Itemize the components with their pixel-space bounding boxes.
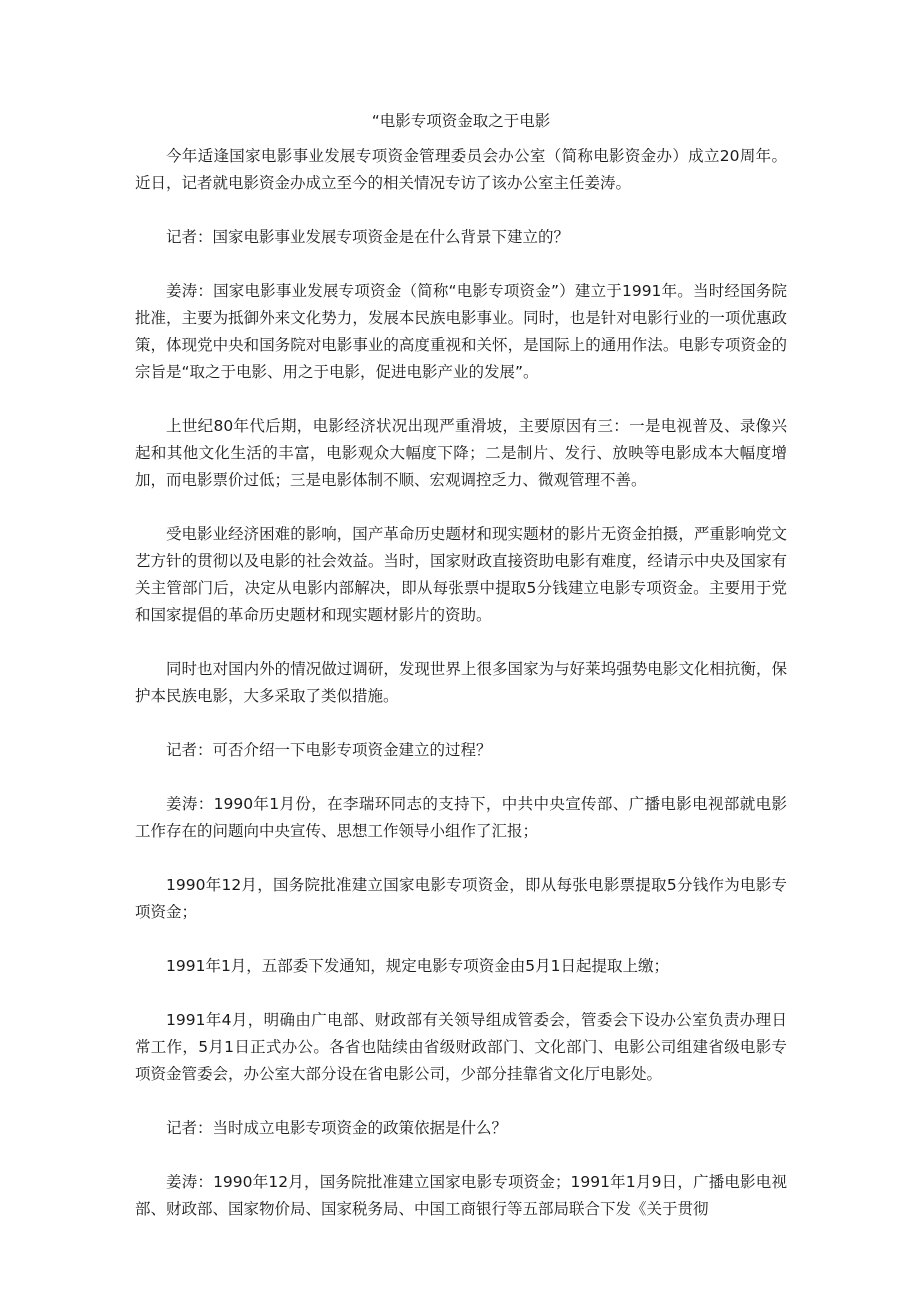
paragraph-question-policy: 记者：当时成立电影专项资金的政策依据是什么？ — [166, 1119, 508, 1137]
paragraph-question-background: 记者：国家电影事业发展专项资金是在什么背景下建立的？ — [166, 228, 570, 246]
paragraph-answer-policy: 姜涛：1990年12月，国务院批准建立国家电影专项资金；1991年1月9日，广播电影电视部、财政部、国家物价局、国家税务局、中国工商银行等五部局联合下发《关于贯彻 — [135, 1173, 787, 1218]
paragraph-decline-reasons: 上世纪80年代后期，电影经济状况出现严重滑坡，主要原因有三：一是电视普及、录像兴起和其他文化生活的丰富，电影观众大幅度下降；二是制片、发行、放映等电影成本大幅度增加，而电影票价过低；三是电影体制不顺、宏观调控乏力、微观管理不善。 — [135, 417, 787, 489]
paragraph-process-1990-jan: 姜涛：1990年1月份，在李瑞环同志的支持下，中共中央宣传部、广播电影电视部就电影工作存在的问题向中央宣传、思想工作领导小组作了汇报； — [135, 795, 787, 840]
paragraph-answer-background: 姜涛：国家电影事业发展专项资金（简称“电影专项资金”）建立于1991年。当时经国务院批准，主要为抵御外来文化势力，发展本民族电影事业。同时，也是针对电影行业的一项优惠政策，体现党中央和国务院对电影事业的高度重视和关怀，是国际上的通用作法。电影专项资金的宗旨是“取之于电影、用之于电影，促进电影产业的发展”。 — [135, 282, 787, 381]
paragraph-process-1990-dec: 1990年12月，国务院批准建立国家电影专项资金，即从每张电影票提取5分钱作为电影专项资金； — [135, 876, 787, 921]
paragraph-international-research: 同时也对国内外的情况做过调研，发现世界上很多国家为与好莱坞强势电影文化相抗衡，保护本民族电影，大多采取了类似措施。 — [135, 660, 787, 705]
document-title: “电影专项资金取之于电影 — [371, 112, 551, 130]
paragraph-process-1991-apr: 1991年4月，明确由广电部、财政部有关领导组成管委会，管委会下设办公室负责办理日常工作，5月1日正式办公。各省也陆续由省级财政部门、文化部门、电影公司组建省级电影专项资金管委会，办公室大部分设在省电影公司，少部分挂靠省文化厅电影处。 — [135, 1011, 787, 1083]
document-body — [135, 108, 787, 1250]
paragraph-question-process: 记者：可否介绍一下电影专项资金建立的过程？ — [166, 741, 492, 759]
paragraph-intro: 今年适逢国家电影事业发展专项资金管理委员会办公室（简称电影资金办）成立20周年。近日，记者就电影资金办成立至今的相关情况专访了该办公室主任姜涛。 — [135, 147, 787, 192]
paragraph-process-1991-jan: 1991年1月，五部委下发通知，规定电影专项资金由5月1日起提取上缴； — [166, 957, 670, 975]
paragraph-funding-difficulty: 受电影业经济困难的影响，国产革命历史题材和现实题材的影片无资金拍摄，严重影响党文艺方针的贯彻以及电影的社会效益。当时，国家财政直接资助电影有难度，经请示中央及国家有关主管部门后，决定从电影内部解决，即从每张票中提取5分钱建立电影专项资金。主要用于党和国家提倡的革命历史题材和现实题材影片的资助。 — [135, 525, 787, 624]
